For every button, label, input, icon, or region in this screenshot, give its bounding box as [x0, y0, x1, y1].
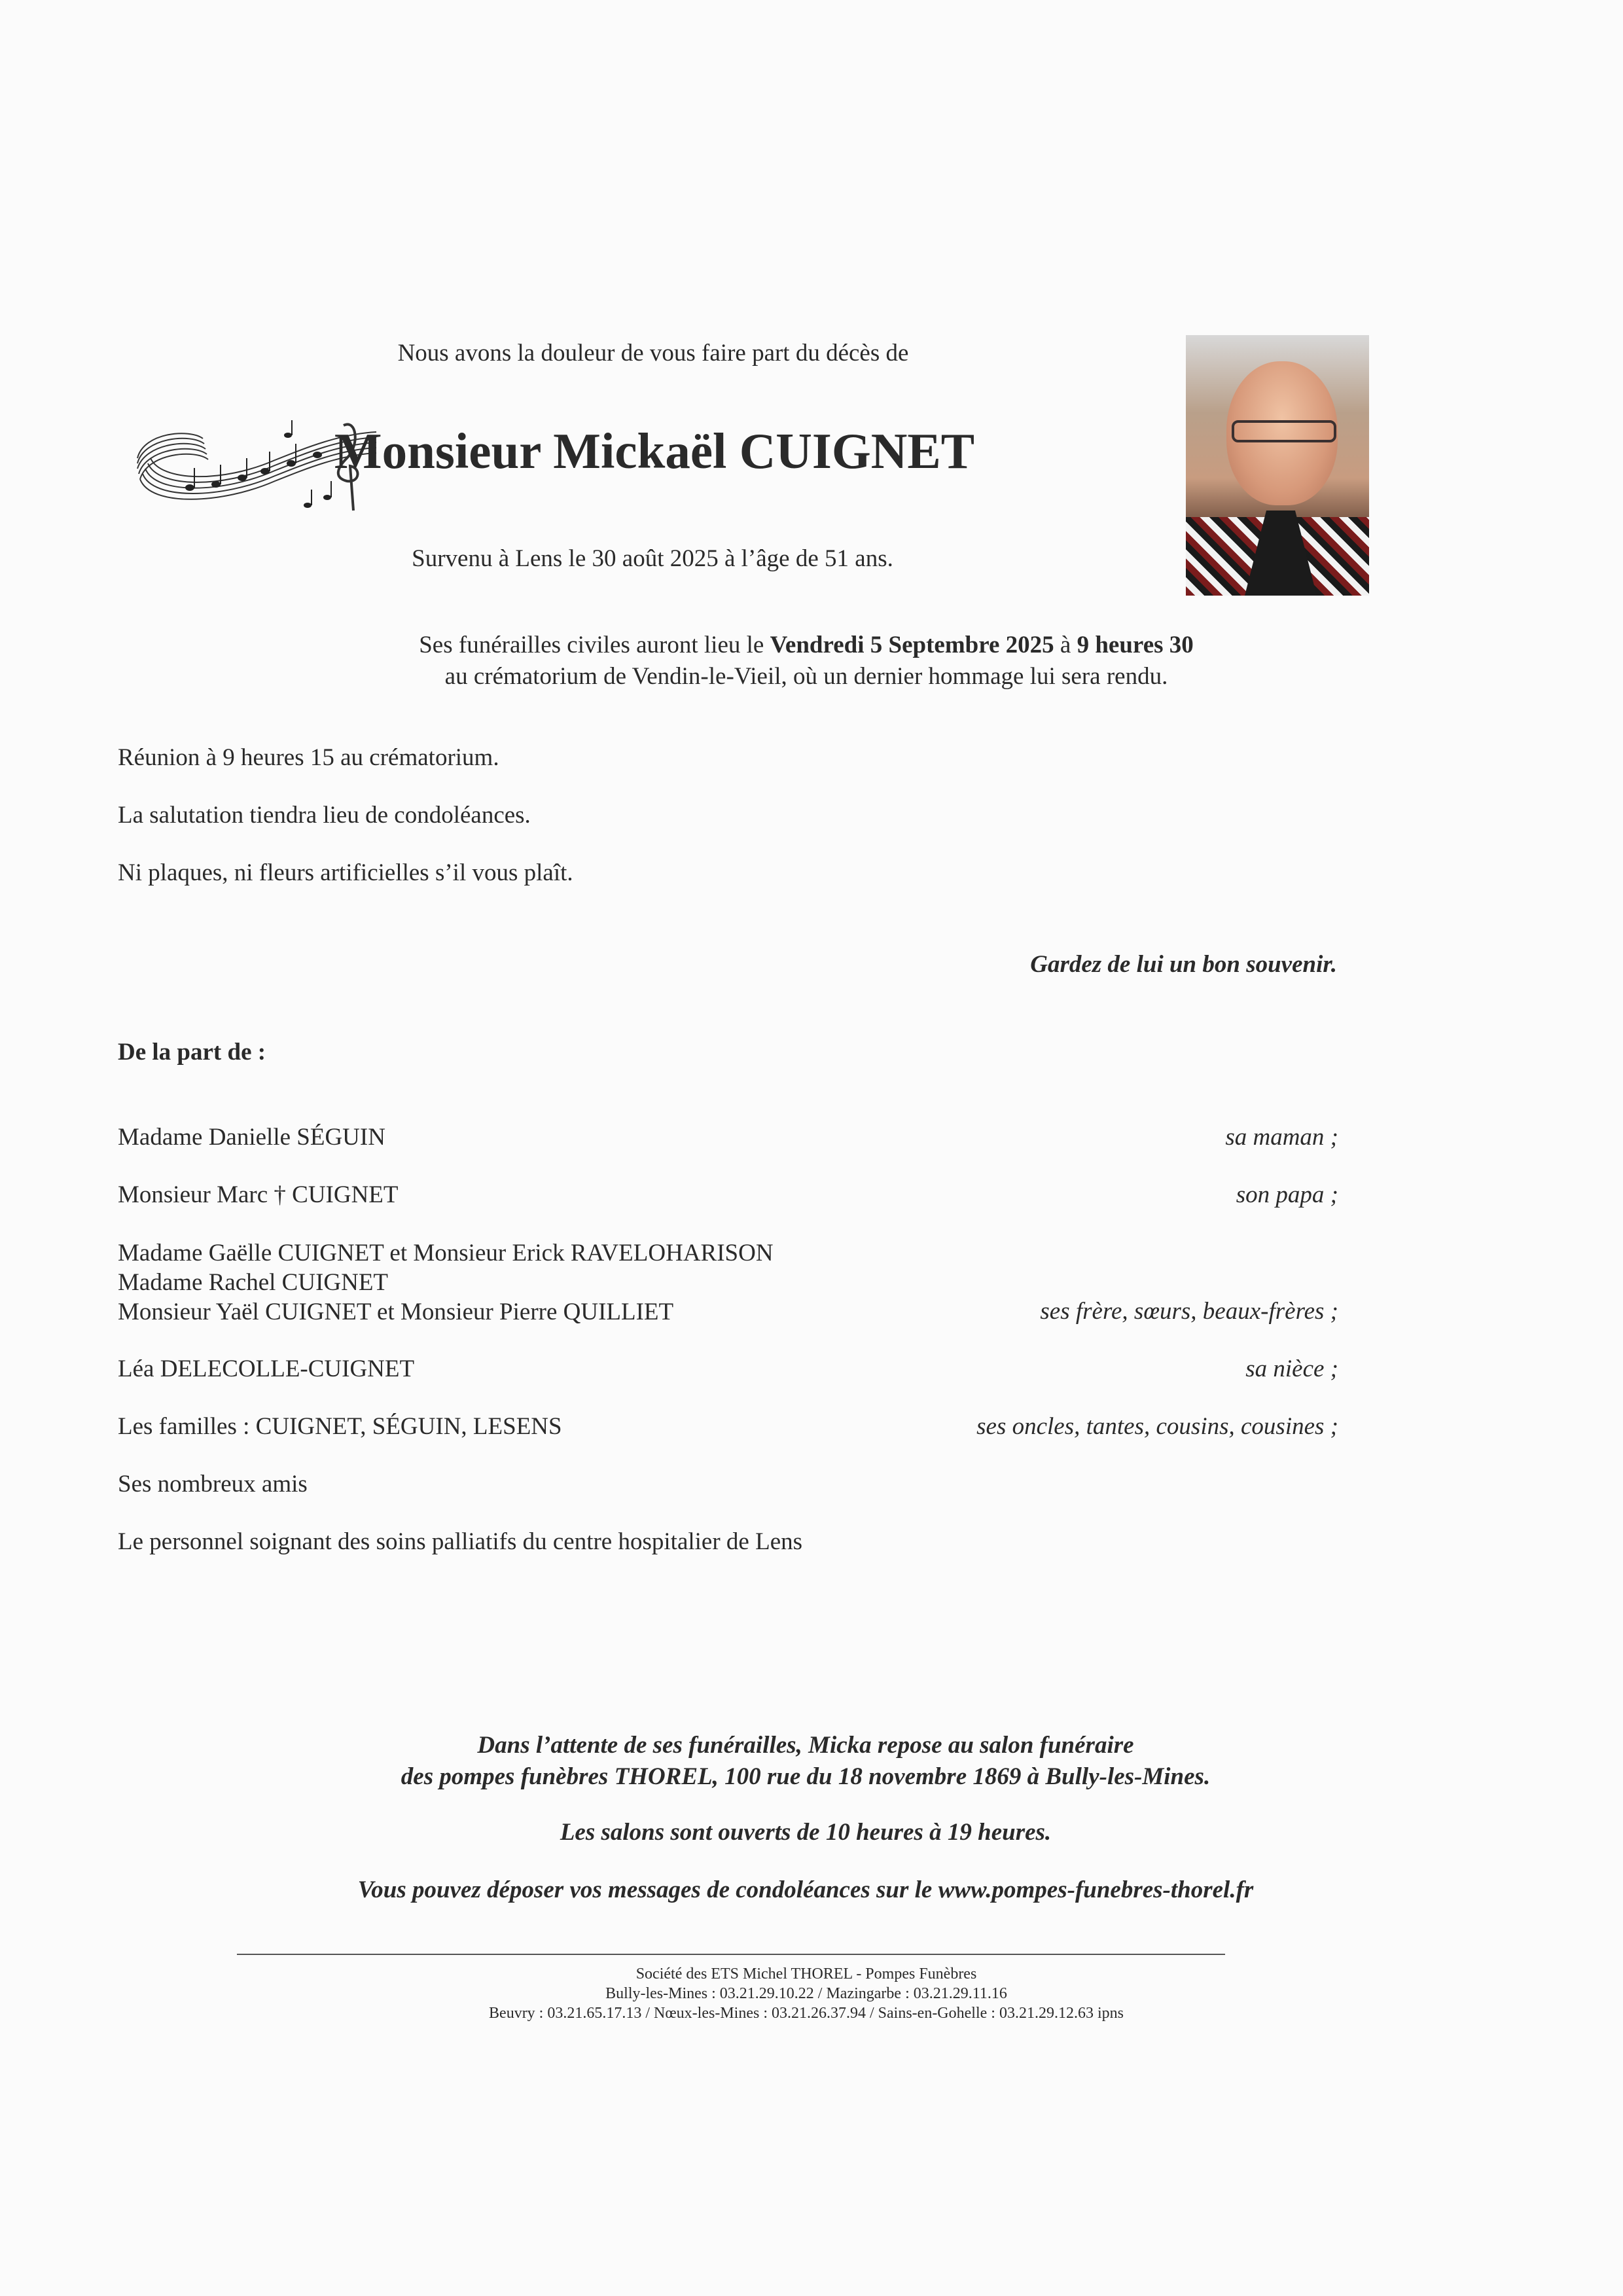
- gardez-souvenir: Gardez de lui un bon souvenir.: [1030, 951, 1337, 978]
- family-relation: son papa ;: [1236, 1181, 1338, 1208]
- family-name: Monsieur Marc † CUIGNET: [118, 1181, 399, 1208]
- family-name: Ses nombreux amis: [118, 1471, 308, 1498]
- intro-text: Nous avons la douleur de vous faire part du décès de: [397, 340, 909, 367]
- condolences-website: Vous pouvez déposer vos messages de condoléances sur le www.pompes-funebres-thorel.fr: [357, 1876, 1254, 1903]
- funeral-info: Ses funérailles civiles auront lieu le Vendredi 5 Septembre 2025 à 9 heures 30 au crématorium de Vendin-le-Vieil, où un dernier hommage lui sera rendu.: [419, 632, 1194, 690]
- deceased-name: Monsieur Mickaël CUIGNET: [334, 423, 975, 479]
- family-name: Madame Rachel CUIGNET: [118, 1269, 389, 1296]
- family-name: Léa DELECOLLE-CUIGNET: [118, 1355, 415, 1382]
- family-name: Madame Danielle SÉGUIN: [118, 1124, 385, 1151]
- company-phones-2: Beuvry : 03.21.65.17.13 / Nœux-les-Mines : 03.21.26.37.94 / Sains-en-Gohelle : 03.21.29.12.63 ipns: [489, 2005, 1124, 2022]
- note-reunion: Réunion à 9 heures 15 au crématorium.: [118, 744, 499, 771]
- family-name: Monsieur Yaël CUIGNET et Monsieur Pierre QUILLIET: [118, 1299, 674, 1325]
- footer-divider: [237, 1954, 1225, 1955]
- note-salutation: La salutation tiendra lieu de condoléances.: [118, 802, 531, 829]
- family-relation: sa maman ;: [1225, 1124, 1338, 1151]
- company-name: Société des ETS Michel THOREL - Pompes Funèbres: [635, 1965, 977, 1982]
- family-relation: ses frère, sœurs, beaux-frères ;: [1040, 1298, 1338, 1325]
- family-relation: sa nièce ;: [1245, 1355, 1338, 1382]
- note-flowers: Ni plaques, ni fleurs artificielles s’il vous plaît.: [118, 859, 573, 886]
- death-info: Survenu à Lens le 30 août 2025 à l’âge de 51 ans.: [412, 545, 893, 572]
- family-relation: ses oncles, tantes, cousins, cousines ;: [976, 1413, 1338, 1440]
- family-name: Madame Gaëlle CUIGNET et Monsieur Erick RAVELOHARISON: [118, 1240, 774, 1266]
- family-name: Le personnel soignant des soins palliatifs du centre hospitalier de Lens: [118, 1528, 803, 1555]
- repose-info: Dans l’attente de ses funérailles, Micka repose au salon funéraire des pompes funèbres THOREL, 100 rue du 18 novembre 1869 à Bully-les-Mines.: [401, 1732, 1211, 1790]
- family-name: Les familles : CUIGNET, SÉGUIN, LESENS: [118, 1413, 562, 1440]
- company-phones-1: Bully-les-Mines : 03.21.29.10.22 / Mazingarbe : 03.21.29.11.16: [605, 1985, 1007, 2002]
- delapart-heading: De la part de :: [118, 1039, 266, 1066]
- family-names-siblings: [118, 1238, 774, 1327]
- salons-hours: Les salons sont ouverts de 10 heures à 19 heures.: [560, 1819, 1052, 1846]
